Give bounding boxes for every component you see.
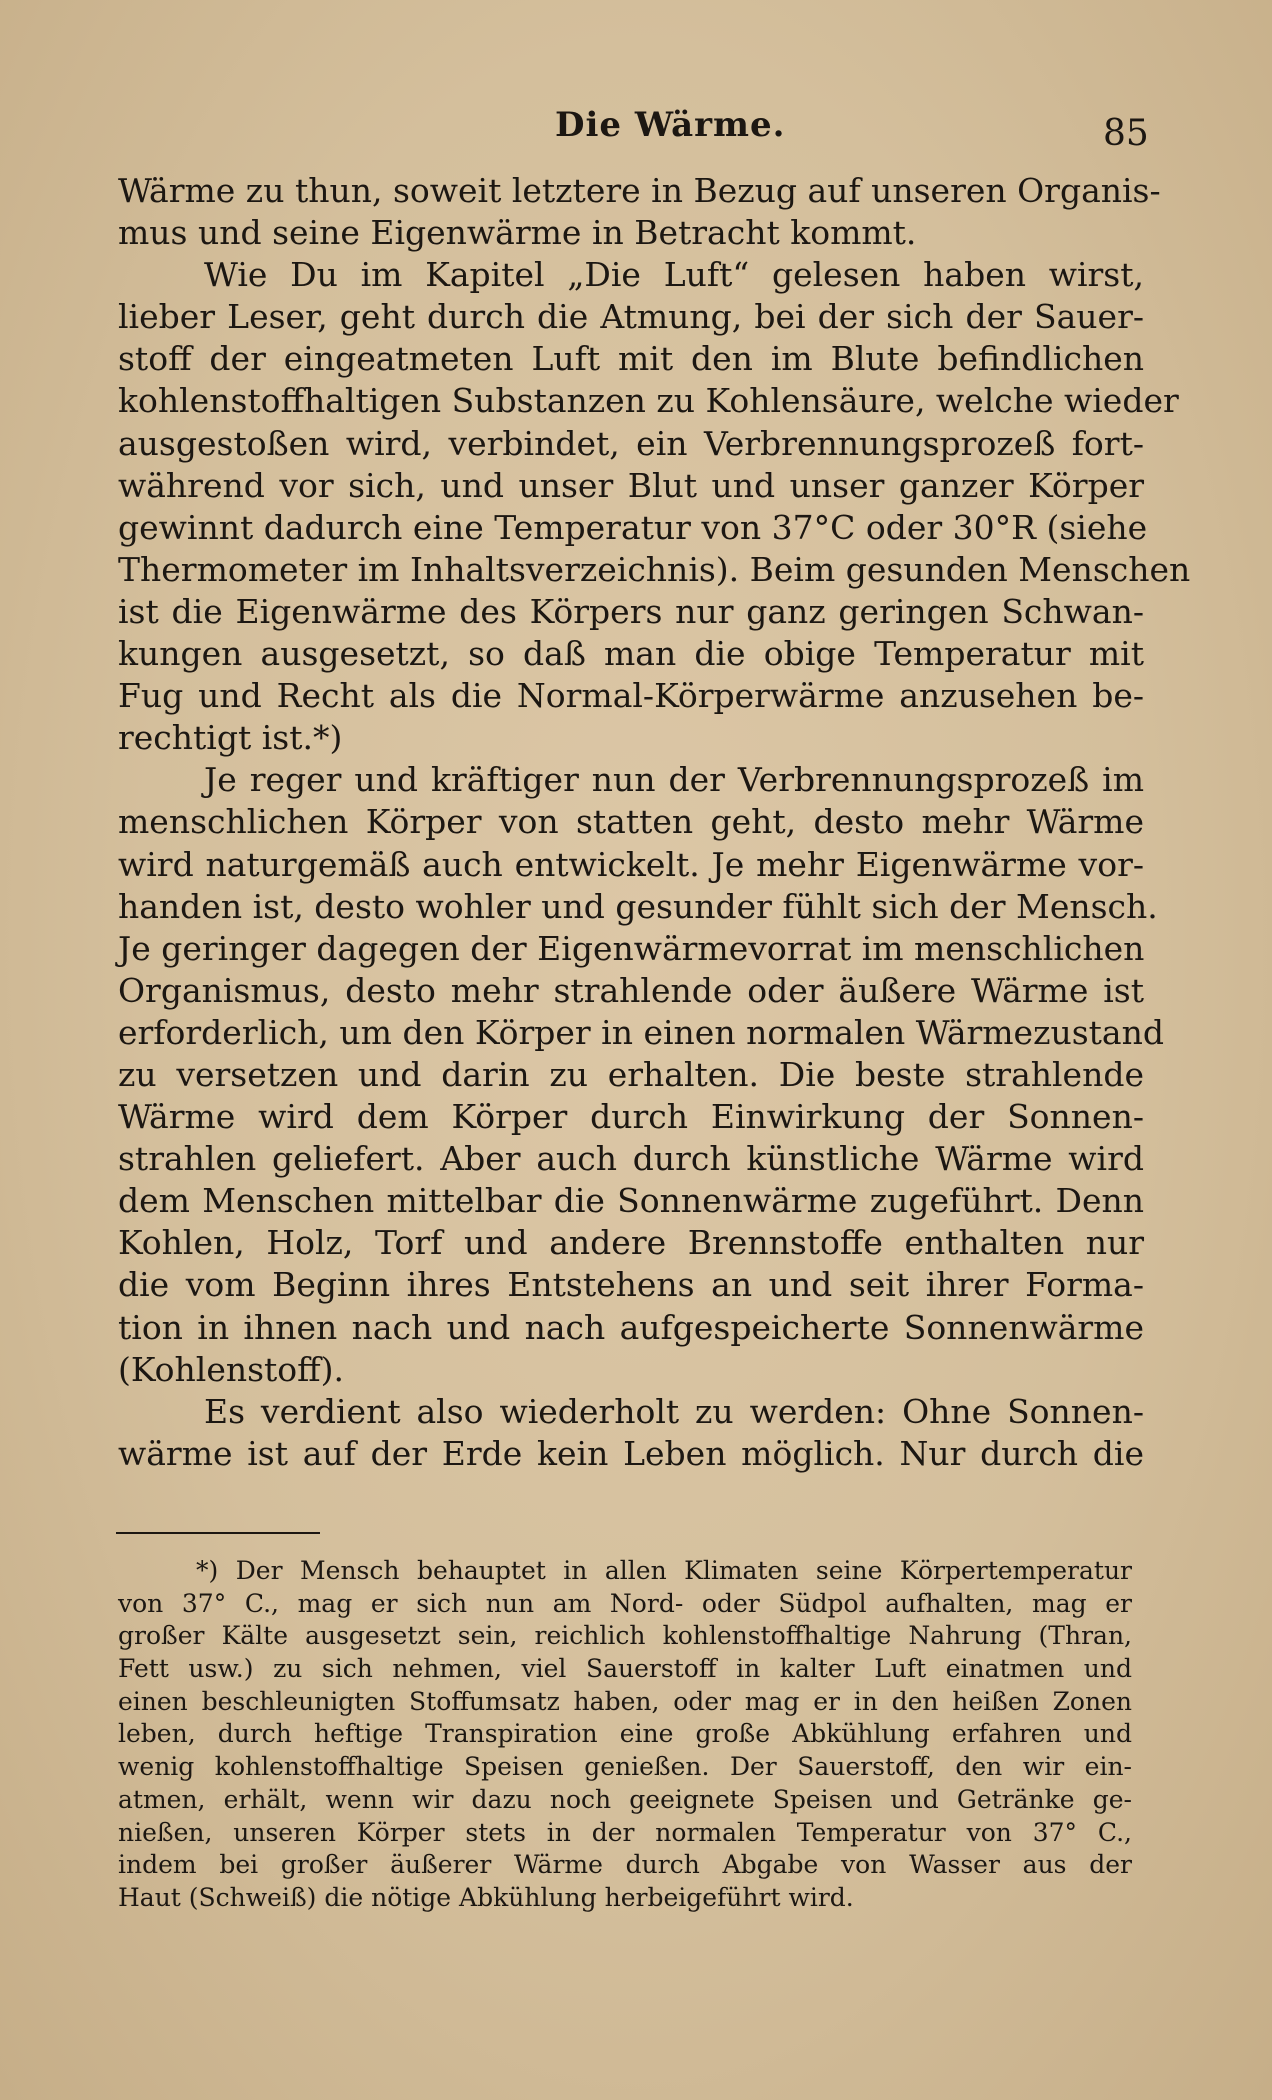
- running-head: [0, 105, 1272, 155]
- footnote-line: Fett usw.) zu sich nehmen, viel Sauerstoff in kalter Luft einatmen und: [118, 1654, 1132, 1684]
- text-line: Je geringer dagegen der Eigenwärmevorrat im menschlichen: [118, 928, 1145, 968]
- text-line: zu versetzen und darin zu erhalten. Die beste strahlende: [118, 1054, 1144, 1094]
- text-line: lieber Leser, geht durch die Atmung, bei der sich der Sauer-: [118, 297, 1144, 337]
- text-line: mus und seine Eigenwärme in Betracht kommt.: [118, 213, 917, 253]
- page-number: 85: [1103, 113, 1149, 154]
- footnote-line: atmen, erhält, wenn wir dazu noch geeignete Speisen und Getränke ge-: [118, 1784, 1132, 1814]
- text-line: rechtigt ist.*): [118, 718, 343, 758]
- text-line: Es verdient also wiederholt zu werden: Ohne Sonnen-: [204, 1391, 1144, 1431]
- text-line: die vom Beginn ihres Entstehens an und seit ihrer Forma-: [118, 1265, 1144, 1305]
- text-line: ist die Eigenwärme des Körpers nur ganz geringen Schwan-: [118, 591, 1144, 631]
- running-title: Die Wärme.: [555, 105, 786, 145]
- footnote-line: Haut (Schweiß) die nötige Abkühlung herbeigeführt wird.: [118, 1882, 854, 1912]
- footnote-line: wenig kohlenstoffhaltige Speisen genießen. Der Sauerstoff, den wir ein-: [118, 1752, 1132, 1782]
- text-line: ausgestoßen wird, verbindet, ein Verbrennungsprozeß fort-: [118, 423, 1144, 463]
- text-line: Organismus, desto mehr strahlende oder äußere Wärme ist: [118, 970, 1144, 1010]
- footnote-line: *) Der Mensch behauptet in allen Klimaten seine Körpertemperatur: [196, 1556, 1132, 1585]
- text-line: (Kohlenstoff).: [118, 1349, 344, 1389]
- text-line: gewinnt dadurch eine Temperatur von 37°C oder 30°R (siehe: [118, 507, 1148, 547]
- text-line: wärme ist auf der Erde kein Leben möglich. Nur durch die: [118, 1433, 1144, 1473]
- text-line: Fug und Recht als die Normal-Körperwärme anzusehen be-: [118, 676, 1144, 716]
- text-line: Thermometer im Inhaltsverzeichnis). Beim gesunden Menschen: [118, 549, 1191, 589]
- footnote-line: von 37° C., mag er sich nun am Nord- oder Südpol aufhalten, mag er: [118, 1588, 1132, 1618]
- footnote-line: indem bei großer äußerer Wärme durch Abgabe von Wasser aus der: [118, 1850, 1132, 1880]
- text-line: Wärme zu thun, soweit letztere in Bezug auf unseren Organis-: [118, 171, 1161, 210]
- footnote-line: einen beschleunigten Stoffumsatz haben, oder mag er in den heißen Zonen: [118, 1686, 1132, 1716]
- footnote-line: leben, durch heftige Transpiration eine große Abkühlung erfahren und: [118, 1719, 1132, 1749]
- text-line: menschlichen Körper von statten geht, desto mehr Wärme: [118, 802, 1144, 842]
- footnote-line: großer Kälte ausgesetzt sein, reichlich kohlenstoffhaltige Nahrung (Thran,: [118, 1621, 1132, 1651]
- text-line: Wie Du im Kapitel „Die Luft“ gelesen haben wirst,: [204, 255, 1144, 295]
- text-line: handen ist, desto wohler und gesunder fühlt sich der Mensch.: [118, 886, 1158, 926]
- footnote-rule: [116, 1532, 320, 1534]
- text-line: Je reger und kräftiger nun der Verbrennungsprozeß im: [204, 760, 1144, 800]
- text-line: wird naturgemäß auch entwickelt. Je mehr Eigenwärme vor-: [118, 844, 1144, 884]
- footnote: [118, 1555, 1132, 1915]
- text-line: tion in ihnen nach und nach aufgespeicherte Sonnenwärme: [118, 1307, 1144, 1347]
- text-line: dem Menschen mittelbar die Sonnenwärme zugeführt. Denn: [118, 1181, 1144, 1221]
- text-line: strahlen geliefert. Aber auch durch künstliche Wärme wird: [118, 1139, 1144, 1179]
- text-line: stoff der eingeatmeten Luft mit den im Blute befindlichen: [118, 339, 1144, 379]
- body-text: [118, 170, 1191, 1475]
- text-line: während vor sich, und unser Blut und unser ganzer Körper: [118, 465, 1144, 505]
- text-line: kungen ausgesetzt, so daß man die obige Temperatur mit: [118, 634, 1144, 674]
- text-line: Wärme wird dem Körper durch Einwirkung der Sonnen-: [118, 1097, 1144, 1137]
- text-line: kohlenstoffhaltigen Substanzen zu Kohlensäure, welche wieder: [118, 381, 1179, 421]
- text-line: erforderlich, um den Körper in einen normalen Wärmezustand: [118, 1012, 1164, 1052]
- text-line: Kohlen, Holz, Torf und andere Brennstoffe enthalten nur: [118, 1223, 1144, 1263]
- footnote-line: nießen, unseren Körper stets in der normalen Temperatur von 37° C.,: [118, 1817, 1132, 1847]
